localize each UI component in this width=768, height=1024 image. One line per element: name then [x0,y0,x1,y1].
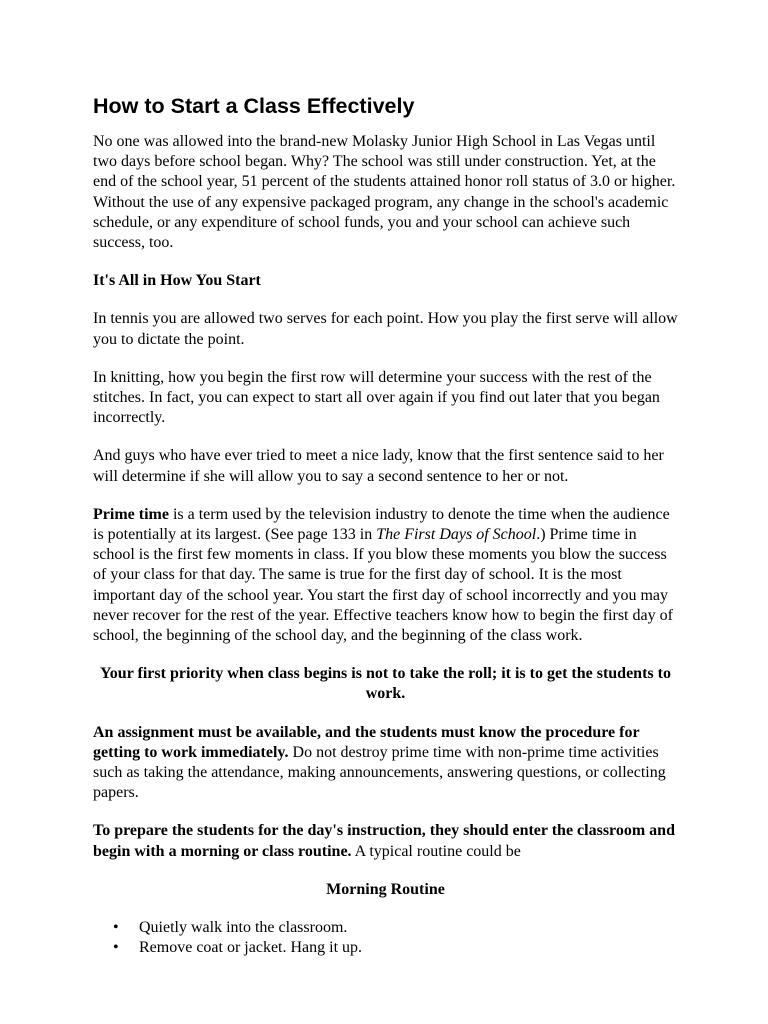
prime-time-paragraph [93,505,678,646]
page-title: How to Start a Class Effectively [93,94,415,118]
prime-time-text-1: is a term used by the television industry to denote the time when the audience is potentially at its largest. (See page 133 in [93,505,670,544]
assignment-text: Do not destroy prime time with non-prime time activities such as taking the attendance, making announcements, answering questions, or collecting papers. [93,743,666,802]
assignment-bold: An assignment must be available, and the students must know the procedure for getting to work immediately. [93,723,640,761]
document-body [93,132,678,959]
routine-heading: Morning Routine [326,880,445,898]
document-page [93,88,678,959]
guys-paragraph: And guys who have ever tried to meet a nice lady, know that the first sentence said to her will determine if she will allow you to say a second sentence to her or not. [93,447,664,485]
list-item-text: Quietly walk into the classroom. [139,919,348,937]
prepare-text: A typical routine could be [351,842,521,860]
tennis-paragraph: In tennis you are allowed two serves for each point. How you play the first serve will allow you to dictate the point. [93,310,678,348]
priority-statement: Your first priority when class begins is not to take the roll; it is to get the students to work. [100,665,671,703]
list-item-text: Remove coat or jacket. Hang it up. [139,939,363,957]
prime-time-term: Prime time [93,505,169,523]
section-heading: It's All in How You Start [93,272,261,290]
routine-list [93,918,678,958]
knitting-paragraph: In knitting, how you begin the first row will determine your success with the rest of the stitches. In fact, you can expect to start all over again if you find out later that you began incorrectly. [93,368,660,427]
bullet-icon: • [113,939,119,957]
prime-time-text-2: .) Prime time in school is the first few moments in class. If you blow these moments you blow the success of your class for that day. The same is true for the first day of school. It is the most important day of the school year. You start the first day of school incorrectly and you may never recover for the rest of the year. Effective teachers know how to begin the first day of school, the beginning of the school day, and the beginning of the class work. [93,526,673,645]
list-item [93,918,678,938]
assignment-paragraph [93,723,678,804]
prepare-paragraph [93,821,678,861]
book-title: The First Days of School [376,526,537,544]
intro-paragraph: No one was allowed into the brand-new Molasky Junior High School in Las Vegas until two days before school began. Why? The school was still under construction. Yet, at the end of the school year, 51 percent of the students attained honor roll status of 3.0 or higher. Without the use of any expensive packaged program, any change in the school's academic schedule, or any expenditure of school funds, you and your school can achieve such success, too. [93,133,676,252]
prepare-bold: To prepare the students for the day's instruction, they should enter the classroom and begin with a morning or class routine. [93,822,675,860]
list-item [93,938,678,958]
bullet-icon: • [113,919,119,937]
